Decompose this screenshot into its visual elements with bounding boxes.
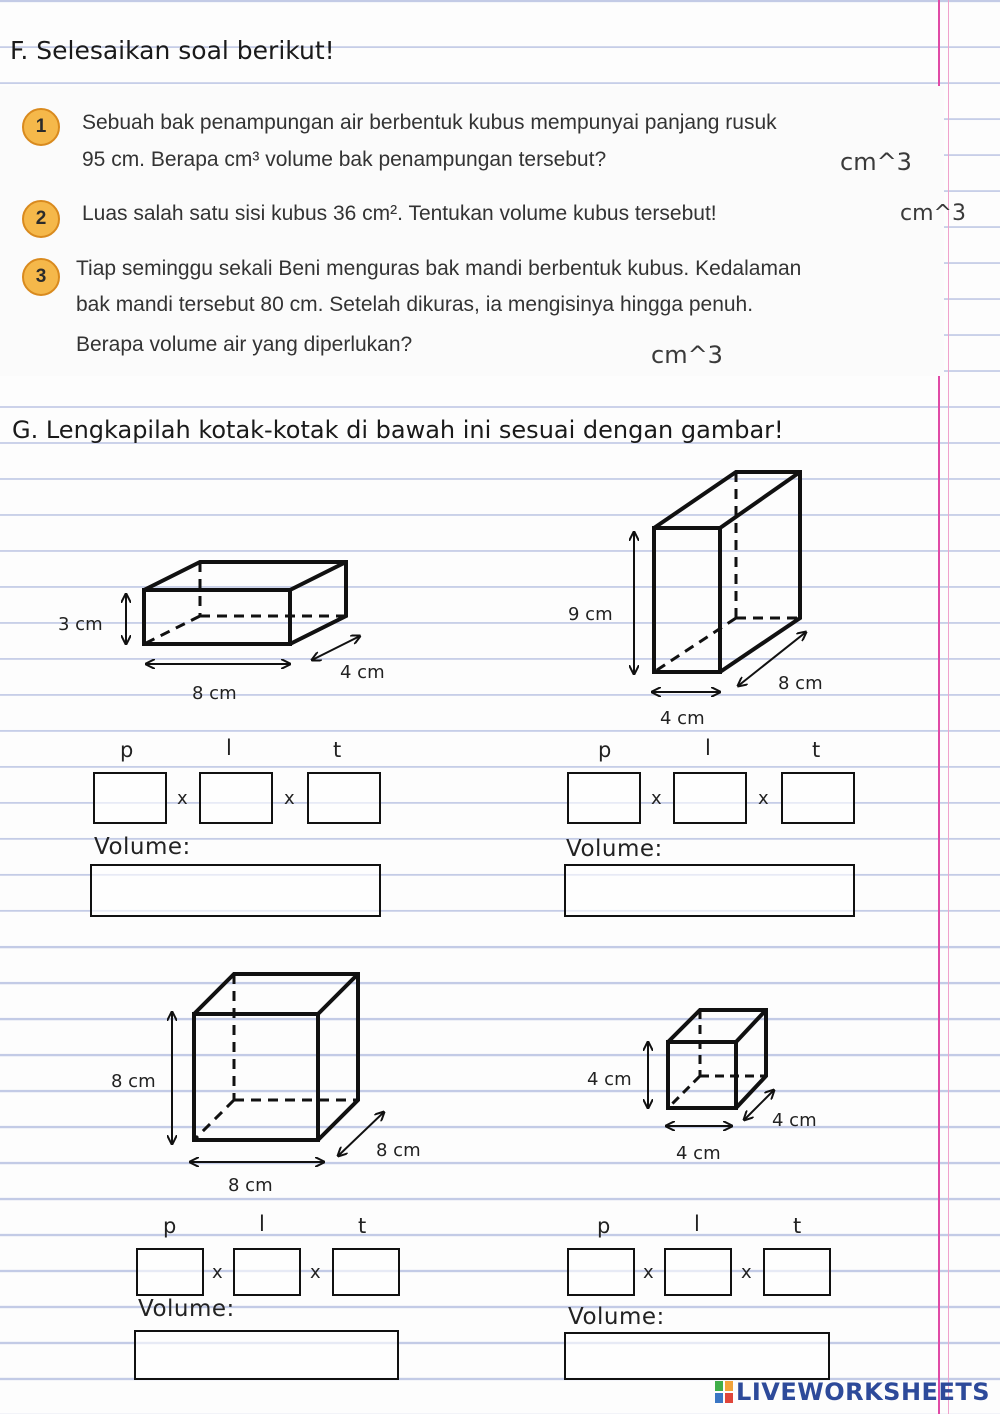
liveworksheets-brand	[715, 1378, 990, 1406]
question-2-line-1: Luas salah satu sisi kubus 36 cm². Tentukan volume kubus tersebut!	[82, 202, 717, 225]
shape-3-p-label: p	[163, 1214, 177, 1238]
shape-2-p-input[interactable]	[567, 772, 641, 824]
shape-2-depth-label: 8 cm	[778, 673, 823, 694]
shape-3-volume-input[interactable]	[134, 1330, 399, 1380]
question-3-line-1: Tiap seminggu sekali Beni menguras bak mandi berbentuk kubus. Kedalaman	[76, 257, 802, 280]
shape-4-width-label: 4 cm	[676, 1143, 721, 1164]
shape-3-depth-label: 8 cm	[376, 1140, 421, 1161]
shape-1-t-label: t	[333, 738, 342, 762]
question-1-unit: cm^3	[840, 148, 912, 176]
shape-2-cuboid-figure	[540, 460, 860, 730]
shape-2-p-label: p	[598, 738, 612, 762]
section-f-title: F. Selesaikan soal berikut!	[10, 36, 335, 65]
shape-1-times-2: x	[284, 788, 295, 809]
shape-4-p-label: p	[597, 1214, 611, 1238]
shape-3-t-label: t	[358, 1214, 367, 1238]
shape-1-t-input[interactable]	[307, 772, 381, 824]
shape-3-width-label: 8 cm	[228, 1175, 273, 1196]
shape-2-volume-input[interactable]	[564, 864, 855, 917]
shape-4-cube-figure	[560, 1000, 840, 1170]
shape-4-p-input[interactable]	[567, 1248, 635, 1296]
shape-3-times-2: x	[310, 1262, 321, 1283]
question-3-number: 3	[22, 258, 60, 296]
shape-2-volume-label: Volume:	[566, 836, 663, 862]
shape-1-volume-input[interactable]	[90, 864, 381, 917]
shape-3-times-1: x	[212, 1262, 223, 1283]
question-3-line-2: bak mandi tersebut 80 cm. Setelah dikuras, ia mengisinya hingga penuh.	[76, 293, 754, 316]
shape-2-width-label: 4 cm	[660, 708, 705, 729]
shape-2-height-label: 9 cm	[568, 604, 613, 625]
shape-3-l-input[interactable]	[233, 1248, 301, 1296]
question-2-unit: cm^3	[900, 201, 966, 226]
shape-3-height-label: 8 cm	[111, 1071, 156, 1092]
shape-4-times-2: x	[741, 1262, 752, 1283]
shape-3-p-input[interactable]	[136, 1248, 204, 1296]
shape-4-t-label: t	[793, 1214, 802, 1238]
shape-2-t-input[interactable]	[781, 772, 855, 824]
question-3-unit: cm^3	[651, 341, 723, 369]
shape-1-times-1: x	[177, 788, 188, 809]
shape-1-width-label: 8 cm	[192, 683, 237, 704]
shape-4-l-label: l	[694, 1212, 700, 1236]
liveworksheets-brand-text: LIVEWORKSHEETS	[736, 1378, 990, 1406]
question-2-number: 2	[22, 200, 60, 238]
shape-1-l-input[interactable]	[199, 772, 273, 824]
shape-4-depth-label: 4 cm	[772, 1110, 817, 1131]
shape-2-times-1: x	[651, 788, 662, 809]
shape-4-times-1: x	[643, 1262, 654, 1283]
liveworksheets-logo-icon	[715, 1381, 733, 1403]
shape-1-volume-label: Volume:	[94, 834, 191, 860]
shape-4-height-label: 4 cm	[587, 1069, 632, 1090]
shape-2-times-2: x	[758, 788, 769, 809]
shape-4-volume-input[interactable]	[564, 1332, 830, 1380]
question-3-line-3: Berapa volume air yang diperlukan?	[76, 333, 413, 356]
shape-3-l-label: l	[259, 1212, 265, 1236]
question-1-line-1: Sebuah bak penampungan air berbentuk kubus mempunyai panjang rusuk	[82, 111, 777, 134]
shape-4-l-input[interactable]	[664, 1248, 732, 1296]
question-1-line-2: 95 cm. Berapa cm³ volume bak penampungan tersebut?	[82, 148, 607, 171]
shape-2-t-label: t	[812, 738, 821, 762]
section-f-panel	[0, 86, 966, 376]
shape-1-p-input[interactable]	[93, 772, 167, 824]
shape-3-volume-label: Volume:	[138, 1296, 235, 1322]
shape-1-l-label: l	[226, 736, 232, 760]
question-1-number: 1	[22, 108, 60, 146]
section-g-title: G. Lengkapilah kotak-kotak di bawah ini sesuai dengan gambar!	[12, 416, 784, 444]
shape-1-depth-label: 4 cm	[340, 662, 385, 683]
shape-4-volume-label: Volume:	[568, 1304, 665, 1330]
shape-4-t-input[interactable]	[763, 1248, 831, 1296]
shape-1-cuboid-figure	[0, 540, 420, 720]
shape-3-t-input[interactable]	[332, 1248, 400, 1296]
shape-1-height-label: 3 cm	[58, 614, 103, 635]
shape-2-l-input[interactable]	[673, 772, 747, 824]
shape-1-p-label: p	[120, 738, 134, 762]
shape-3-cube-figure	[100, 960, 440, 1200]
shape-2-l-label: l	[705, 736, 711, 760]
